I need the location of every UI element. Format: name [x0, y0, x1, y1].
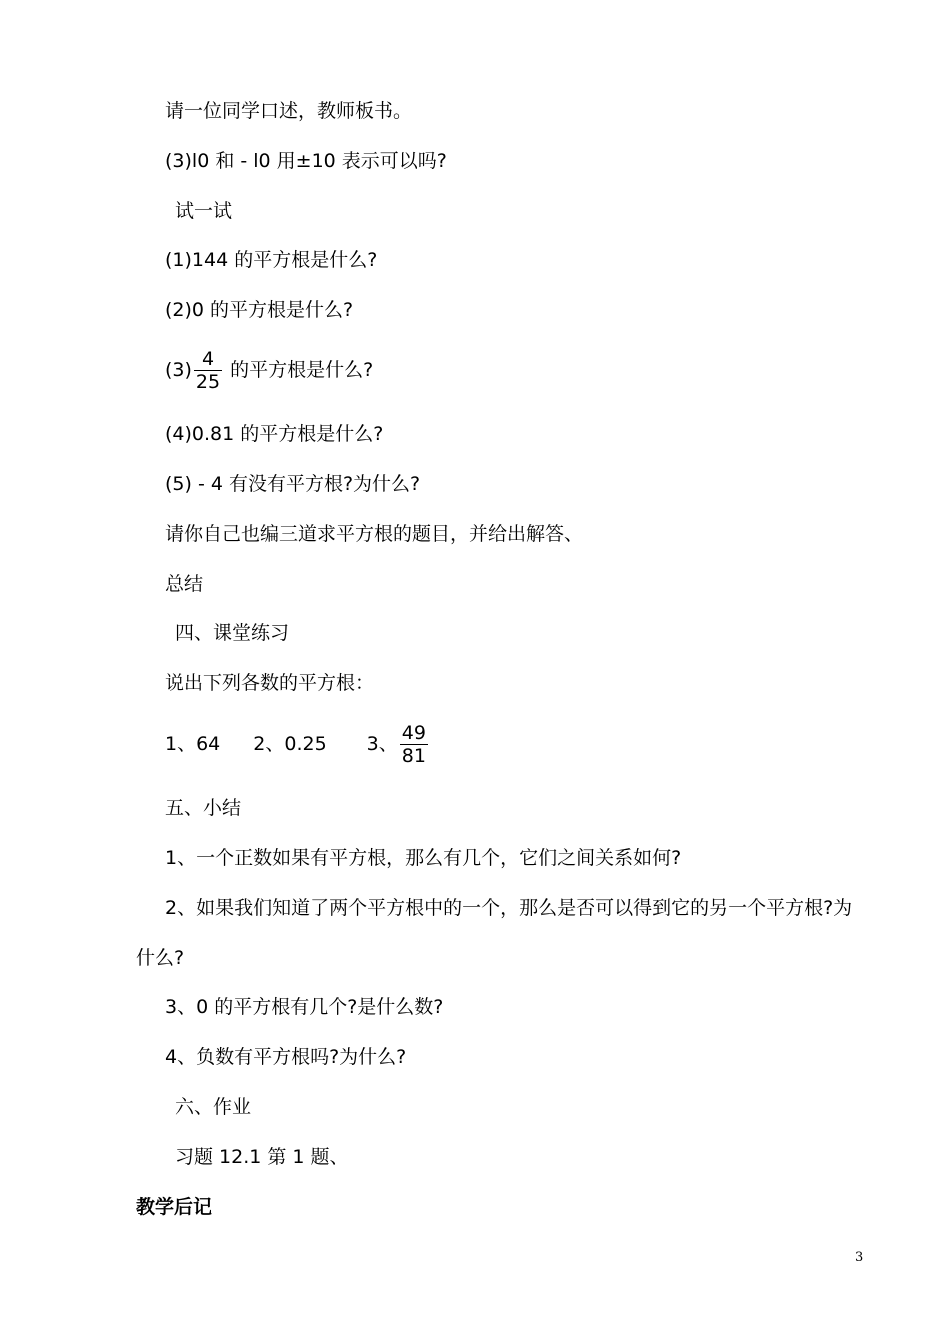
- text-line: (3)l0 和 - l0 用±10 表示可以吗?: [165, 150, 447, 172]
- summary-item-2-cont: 什么?: [136, 947, 185, 969]
- text-line: 请你自己也编三道求平方根的题目，并给出解答、: [165, 523, 584, 545]
- section-summary-label: 总结: [165, 573, 204, 595]
- exercise-2: 2、0.25: [253, 733, 327, 755]
- question-3-prefix: (3): [165, 359, 192, 381]
- question-5: (5) - 4 有没有平方根?为什么?: [165, 473, 421, 495]
- homework-item: 习题 12.1 第 1 题、: [175, 1146, 349, 1168]
- question-4: (4)0.81 的平方根是什么?: [165, 423, 384, 445]
- exercise-3: 3、: [366, 733, 398, 755]
- fraction-denominator: 81: [401, 744, 426, 767]
- text-line: 请一位同学口述，教师板书。: [165, 100, 413, 122]
- fraction: [400, 722, 428, 767]
- section-heading-6: 六、作业: [175, 1096, 252, 1118]
- fraction-denominator: 25: [195, 370, 221, 393]
- fraction-numerator: 4: [201, 347, 215, 370]
- fraction-numerator: 49: [401, 721, 426, 744]
- subheading-try: 试一试: [175, 200, 233, 222]
- question-1: (1)144 的平方根是什么?: [165, 249, 378, 271]
- summary-item-2: 2、如果我们知道了两个平方根中的一个，那么是否可以得到它的另一个平方根?为: [165, 897, 853, 919]
- question-3-suffix: 的平方根是什么?: [230, 359, 374, 381]
- fraction: [194, 348, 222, 393]
- summary-item-1: 1、一个正数如果有平方根，那么有几个，它们之间关系如何?: [165, 847, 682, 869]
- section-heading-4: 四、课堂练习: [175, 622, 290, 644]
- text-line: 说出下列各数的平方根：: [165, 672, 375, 694]
- summary-item-3: 3、0 的平方根有几个?是什么数?: [165, 996, 444, 1018]
- exercise-1: 1、64: [165, 733, 221, 755]
- exercise-row: [165, 718, 430, 770]
- teaching-notes-heading: 教学后记: [136, 1196, 213, 1218]
- summary-item-4: 4、负数有平方根吗?为什么?: [165, 1046, 407, 1068]
- question-3: [165, 345, 373, 395]
- question-2: (2)0 的平方根是什么?: [165, 299, 354, 321]
- page-number: 3: [855, 1250, 864, 1265]
- section-heading-5: 五、小结: [165, 797, 242, 819]
